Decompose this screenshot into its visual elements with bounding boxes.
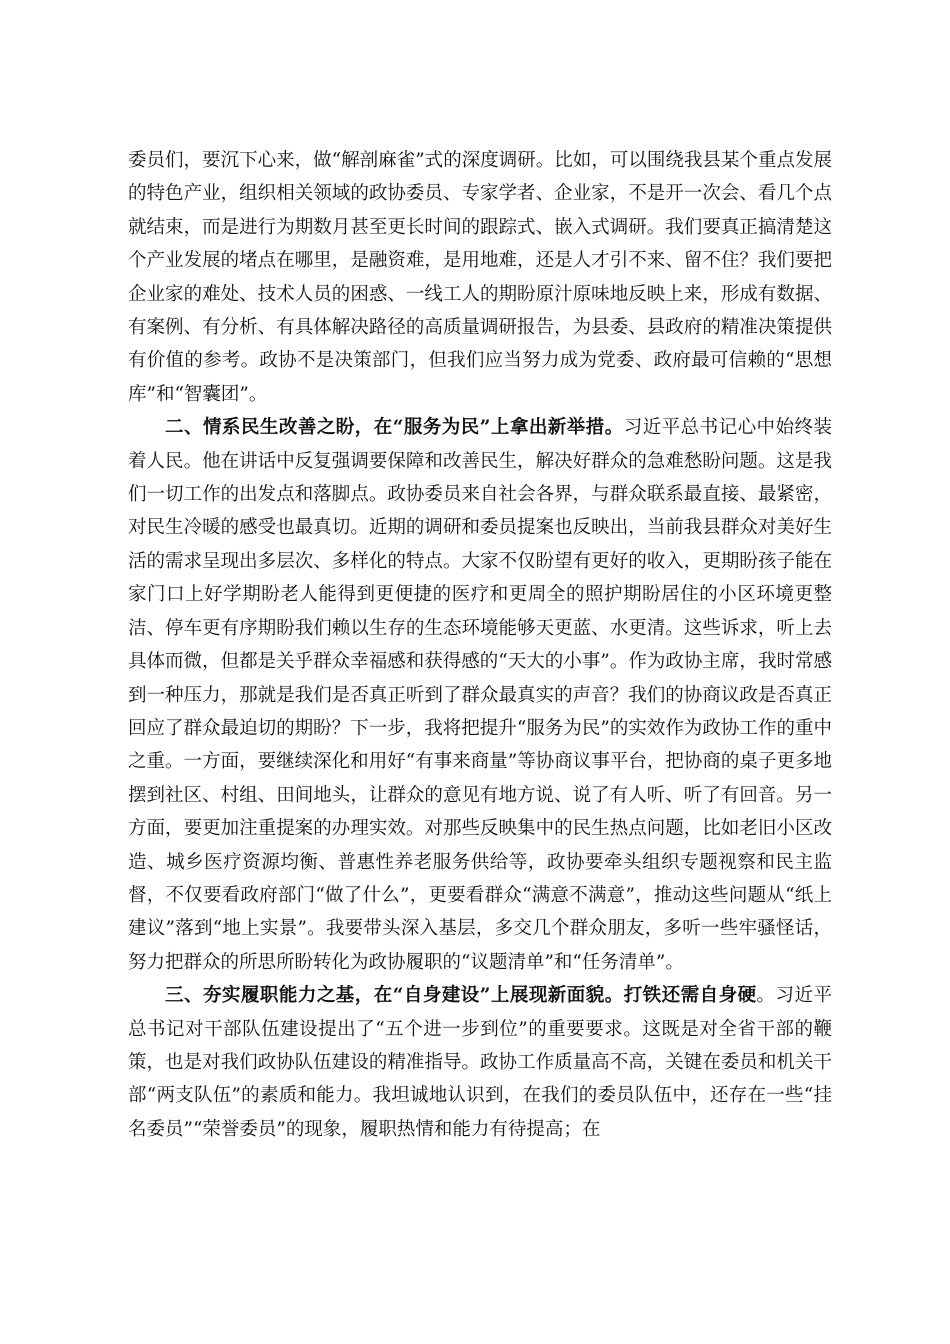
paragraph-text: 习近平总书记心中始终装着人民。他在讲话中反复强调要保障和改善民生，解决好群众的急难愁盼问题。这是我们一切工作的出发点和落脚点。政协委员来自社会各界，与群众联系最直接、最紧密，对民生冷暖的感受也最真切。近期的调研和委员提案也反映出，当前我县群众对美好生活的需求呈现出多层次、多样化的特点。大家不仅盼望有更好的收入，更期盼孩子能在家门口上好学期盼老人能得到更便捷的医疗和更周全的照护期盼居住的小区环境更整洁、停车更有序期盼我们赖以生存的生态环境能够天更蓝、水更清。这些诉求，听上去具体而微，但都是关乎群众幸福感和获得感的“天大的小事”。作为政协主席，我时常感到一种压力，那就是我们是否真正听到了群众最真实的声音？我们的协商议政是否真正回应了群众最迫切的期盼？下一步，我将把提升“服务为民”的实效作为政协工作的重中之重。一方面，要继续深化和用好“有事来商量”等协商议事平台，把协商的桌子更多地摆到社区、村组、田间地头，让群众的意见有地方说、说了有人听、听了有回音。另一方面，要更加注重提案的办理实效。对那些反映集中的民生热点问题，比如老旧小区改造、城乡医疗资源均衡、普惠性养老服务供给等，政协要牵头组织专题视察和民主监督，不仅要看政府部门“做了什么”，更要看群众“满意不满意”，推动这些问题从“纸上建议”落到“地上实景”。我要带头深入基层，多交几个群众朋友，多听一些牢骚怪话，努力把群众的所思所盼转化为政协履职的“议题清单”和“任务清单”。 [128, 417, 832, 973]
paragraph-section-three [128, 979, 832, 1146]
paragraph-text: 委员们，要沉下心来，做“解剖麻雀”式的深度调研。比如，可以围绕我县某个重点发展的特色产业，组织相关领域的政协委员、专家学者、企业家，不是开一次会、看几个点就结束，而是进行为期数月甚至更长时间的跟踪式、嵌入式调研。我们要真正搞清楚这个产业发展的堵点在哪里，是融资难，是用地难，还是人才引不来、留不住？我们要把企业家的难处、技术人员的困惑、一线工人的期盼原汁原味地反映上来，形成有数据、有案例、有分析、有具体解决路径的高质量调研报告，为县委、县政府的精准决策提供有价值的参考。政协不是决策部门，但我们应当努力成为党委、政府最可信赖的“思想库”和“智囊团”。 [128, 150, 832, 405]
paragraph-section-two [128, 411, 832, 979]
paragraph-continuation [128, 144, 832, 411]
paragraph-text: 。习近平总书记对干部队伍建设提出了“五个进一步到位”的重要要求。这既是对全省干部的鞭策，也是对我们政协队伍建设的精准指导。政协工作质量高不高，关键在委员和机关干部“两支队伍”的素质和能力。我坦诚地认识到，在我们的委员队伍中，还存在一些“挂名委员”“荣誉委员”的现象，履职热情和能力有待提高；在 [128, 985, 832, 1140]
section-heading: 三、夯实履职能力之基，在“自身建设”上展现新面貌。打铁还需自身硬 [165, 985, 757, 1007]
document-body [128, 144, 832, 1146]
section-heading: 二、情系民生改善之盼，在“服务为民”上拿出新举措。 [165, 417, 624, 439]
